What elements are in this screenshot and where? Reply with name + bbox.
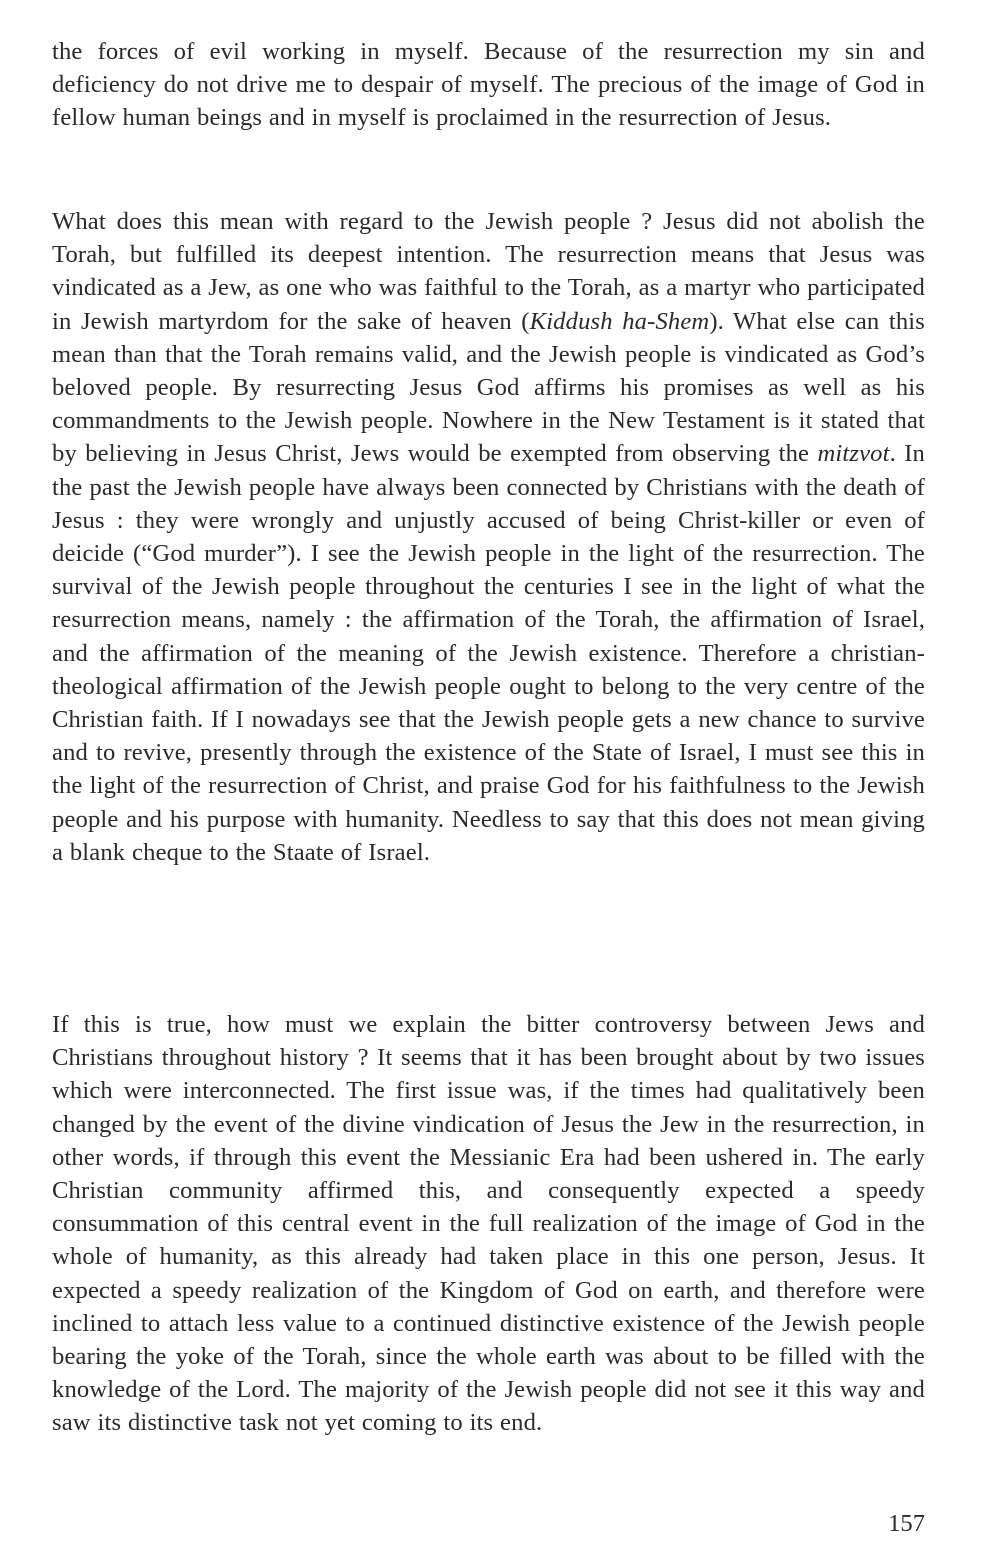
body-paragraph-2 — [52, 205, 925, 869]
paragraph-text: the forces of evil working in myself. Because of the resurrection my sin and deficiency do not drive me to despair of myself. The precious of the image of God in fellow human beings and in myself is proclaimed in the resurrection of Jesus. — [52, 38, 925, 132]
paragraph-text: If this is true, how must we explain the bitter controversy between Jews and Christians throughout history ? It seems that it has been brought about by two issues which were interconnected. The first issue was, if the times had qualitatively been changed by the event of the divine vindication of Jesus the Jew in the resurrection, in other words, if through this event the Messianic Era had been ushered in. The early Christian community affirmed this, and consequently expected a speedy consummation of this central event in the full realization of the image of God in the whole of humanity, as this already had taken place in this one person, Jesus. It expected a speedy realization of the Kingdom of God on earth, and therefore were inclined to attach less value to a continued distinctive existence of the Jewish people bearing the yoke of the Torah, since the whole earth was about to be filled with the knowledge of the Lord. The majority of the Jewish people did not see it this way and saw its distinctive task not yet coming to its end. — [52, 1011, 925, 1437]
page-number: 157 — [888, 1510, 925, 1537]
body-paragraph-3 — [52, 1008, 925, 1440]
italic-term-kiddush: Kiddush ha-Shem — [529, 307, 710, 335]
paragraph-text: What does this mean with regard to the Jewish people ? Jesus did not abolish the Torah, but fulfilled its deepest intention. The resurrection means that Jesus was vindicated as a Jew, as one who was faithful to the Torah, as a martyr who participated in Jewish martyrdom for the sake of heaven ( — [52, 208, 925, 335]
paragraph-text: . In the past the Jewish people have always been connected by Christians with the death of Jesus : they were wrongly and unjustly accused of being Christ-killer or even of deicide (“God murder”). I see the Jewish people in the light of the resurrection. The survival of the Jewish people throughout the centuries I see in the light of what the resurrection means, namely : the affirmation of the Torah, the affirmation of Israel, and the affirmation of the meaning of the Jewish existence. Therefore a christian-theological affirmation of the Jewish people ought to belong to the very centre of the Christian faith. If I nowadays see that the Jewish people gets a new chance to survive and to revive, presently through the existence of the State of Israel, I must see this in the light of the resurrection of Christ, and praise God for his faithfulness to the Jewish people and his purpose with humanity. Needless to say that this does not mean giving a blank cheque to the Staate of Israel. — [52, 440, 925, 866]
italic-term-mitzvot: mitzvot — [817, 440, 890, 468]
paragraph-text: ). What else can this mean than that the Torah remains valid, and the Jewish people is vindicated as God’s beloved people. By resurrecting Jesus God affirms his promises as well as his commandments to the Jewish people. Nowhere in the New Testament is it stated that by believing in Jesus Christ, Jews would be exempted from observing the — [52, 307, 925, 468]
document-page — [52, 0, 925, 1562]
body-paragraph-1 — [52, 35, 925, 135]
